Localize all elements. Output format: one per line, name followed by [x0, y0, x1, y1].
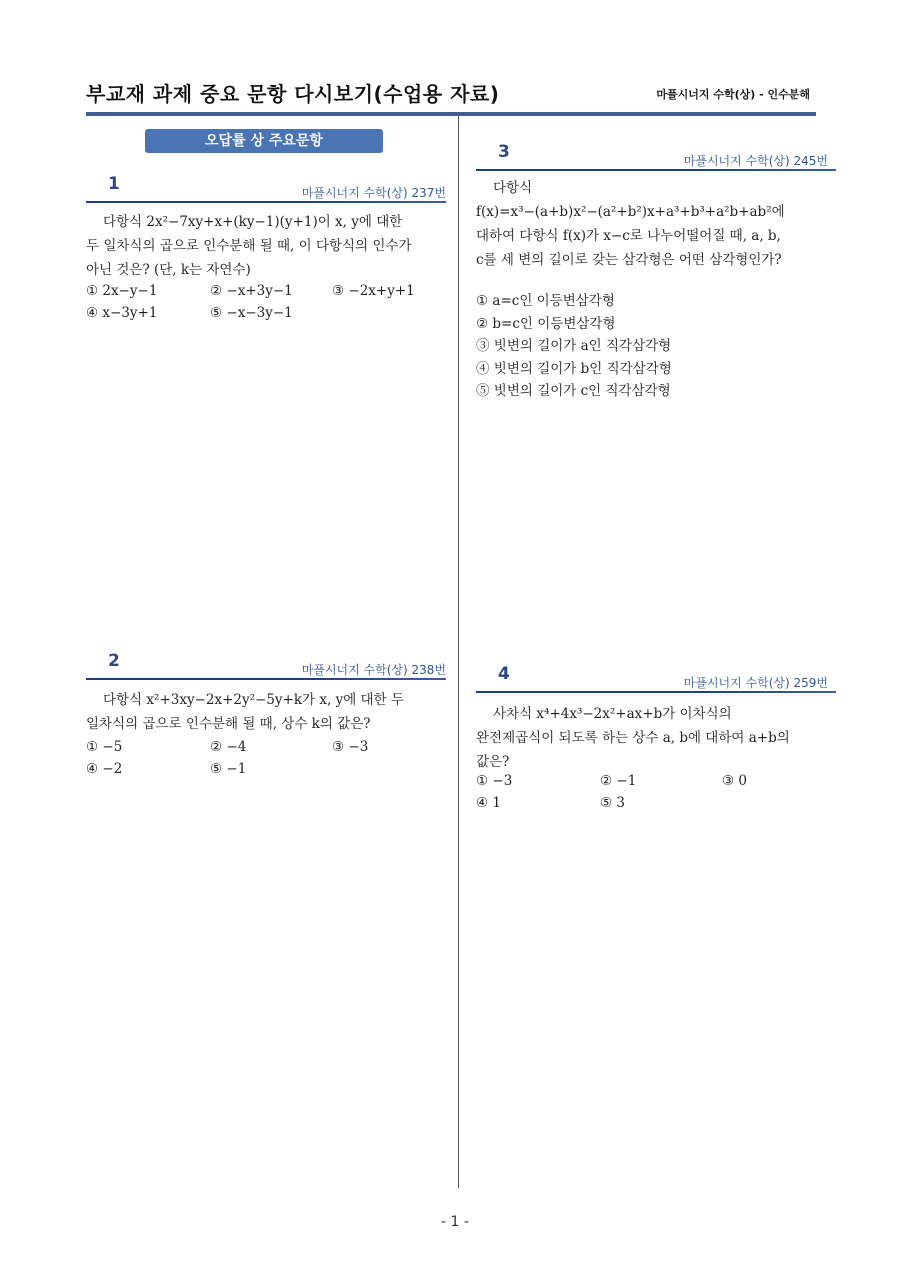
column-divider	[458, 116, 459, 1188]
option[interactable]: ⑤ −x−3y−1	[210, 305, 293, 321]
question-number: 1	[108, 174, 120, 194]
option[interactable]: ② −1	[600, 773, 637, 789]
option[interactable]: ⑤ 3	[600, 795, 625, 811]
option[interactable]: ① 2x−y−1	[86, 283, 158, 299]
option[interactable]: ⑤ 빗변의 길이가 c인 직각삼각형	[476, 383, 671, 399]
question-number: 3	[498, 142, 510, 162]
question-underline	[86, 201, 446, 203]
page-title: 부교재 과제 중요 문항 다시보기(수업용 자료)	[86, 82, 500, 106]
option[interactable]: ① a=c인 이등변삼각형	[476, 293, 615, 309]
question-text: 다항식 2x²−7xy+x+(ky−1)(y+1)이 x, y에 대한 두 일차식의 곱으로 인수분해 될 때, 이 다항식의 인수가 아닌 것은? (단, k는 자연수)	[86, 214, 412, 278]
question-text: 다항식 f(x)=x³−(a+b)x²−(a²+b²)x+a³+b³+a²b+ab²에 대하여 다항식 f(x)가 x−c로 나누어떨어질 때, a, b, c를 세 변의 길이로 갖는 삼각형은 어떤 삼각형인가?	[476, 180, 785, 268]
page-number: - 1 -	[441, 1214, 469, 1230]
option[interactable]: ② b=c인 이등변삼각형	[476, 316, 616, 332]
option[interactable]: ③ −3	[332, 739, 369, 755]
page-subtitle: 마플시너지 수학(상) - 인수분해	[656, 88, 810, 101]
question-number: 4	[498, 664, 510, 684]
option[interactable]: ① −5	[86, 739, 123, 755]
option[interactable]: ① −3	[476, 773, 513, 789]
question-source: 마플시너지 수학(상) 245번	[683, 154, 828, 168]
question-source: 마플시너지 수학(상) 237번	[301, 186, 446, 200]
question-underline	[476, 691, 836, 693]
question-underline	[476, 169, 836, 171]
question-text: 다항식 x²+3xy−2x+2y²−5y+k가 x, y에 대한 두 일차식의 곱으로 인수분해 될 때, 상수 k의 값은?	[86, 692, 404, 732]
option[interactable]: ③ −2x+y+1	[332, 283, 415, 299]
option[interactable]: ④ 1	[476, 795, 501, 811]
question-source: 마플시너지 수학(상) 238번	[301, 663, 446, 677]
question-source: 마플시너지 수학(상) 259번	[683, 676, 828, 690]
option[interactable]: ⑤ −1	[210, 761, 247, 777]
question-underline	[86, 678, 446, 680]
option[interactable]: ④ −2	[86, 761, 123, 777]
option[interactable]: ④ x−3y+1	[86, 305, 158, 321]
header-rule	[86, 112, 816, 116]
option[interactable]: ③ 빗변의 길이가 a인 직각삼각형	[476, 338, 672, 354]
option[interactable]: ② −x+3y−1	[210, 283, 293, 299]
question-number: 2	[108, 651, 120, 671]
section-banner: 오답률 상 주요문항	[145, 129, 383, 153]
question-text: 사차식 x⁴+4x³−2x²+ax+b가 이차식의 완전제곱식이 되도록 하는 상수 a, b에 대하여 a+b의 값은?	[476, 706, 790, 770]
option[interactable]: ④ 빗변의 길이가 b인 직각삼각형	[476, 361, 672, 377]
option[interactable]: ③ 0	[722, 773, 747, 789]
option[interactable]: ② −4	[210, 739, 247, 755]
